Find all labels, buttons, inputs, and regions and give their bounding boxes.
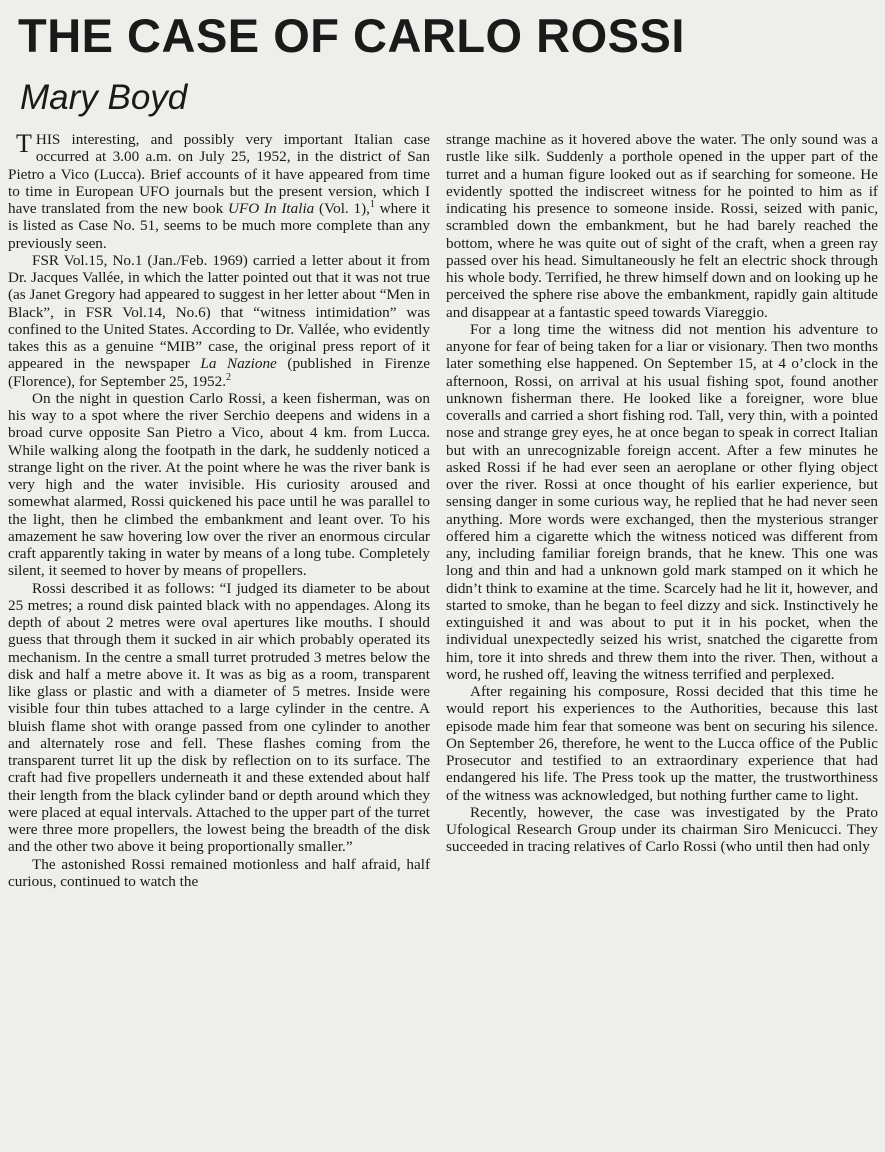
newspaper-title: La Nazione xyxy=(200,355,277,373)
book-title: UFO In Italia xyxy=(228,200,315,217)
footnote-marker: 2 xyxy=(226,371,232,383)
left-column xyxy=(8,131,430,890)
footnote-marker: 1 xyxy=(369,198,375,210)
paragraph: FSR Vol.15, No.1 (Jan./Feb. 1969) carried a letter about it from Dr. Jacques Vallée, in which the latter pointed out that it was not true (as Janet Gregory had appeared to suggest in her letter about “Men in Black”, in FSR Vol.14, No.6) that “witness intimidation” was confined to the United States. According to Dr. Vallée, who evidently takes this as a genuine “MIB” case, the original press report of it appeared in the newspaper La Nazione (published in Firenze (Florence), for September 25, 1952.$^2$ xyxy=(8,251,430,390)
paragraph: Recently, however, the case was investigated by the Prato Ufological Research Group under its chairman Siro Menicucci. They succeeded in tracing relatives of Carlo Rossi (who until then had only xyxy=(446,803,878,856)
article-title: THE CASE OF CARLO ROSSI xyxy=(18,9,685,62)
drop-cap: T xyxy=(16,129,32,158)
paragraph: strange machine as it hovered above the water. The only sound was a rustle like silk. Suddenly a porthole opened in the upper part of the turret and a human figure looked out as if searching for someone. He evidently spotted the indiscreet witness for he pointed to him as if indicating his presence to someone inside. Rossi, seized with panic, scrambled down the embankment, but he had barely reached the bottom, where he was quite out of sight of the craft, when a green ray passed over his head. Simultaneously he felt an electric shock through his whole body. Terrified, he threw himself down and on looking up he perceived the sphere rise above the embankment, rapidly gain altitude and disappear at a fantastic speed towards Viareggio. xyxy=(446,131,878,321)
author-byline: Mary Boyd xyxy=(20,78,188,117)
paragraph: Rossi described it as follows: “I judged its diameter to be about 25 metres; a round disk painted black with no appendages. Along its depth of about 2 metres were oval apertures like mouths. I should guess that through them it sucked in air which probably operated its mechanism. In the centre a small turret protruded 3 metres below the disk and half a metre above it. It was as big as a room, transparent like glass or plastic and with a diameter of 5 metres. Inside were visible four thin tubes attached to a large cylinder in the centre. A bluish flame shot with orange passed from one cylinder to another and alternately rose and fell. These flashes coming from the transparent turret lit up the disk by reflection on to its surface. The craft had five propellers underneath it and these extended about half their length from the black cylinder band or depth around which they were placed at equal intervals. Attached to the upper part of the turret were three more propellers, the lowest being the breadth of the disk and the other two above it being proportionally smaller.” xyxy=(8,579,430,856)
paragraph: After regaining his composure, Rossi decided that this time he would report his experiences to the Authorities, because this last episode made him fear that someone was bent on securing his silence. On September 26, therefore, he went to the Lucca office of the Public Prosecutor and testified to an extraordinary experience that had endangered his life. The Press took up the matter, the trustworthiness of the witness was acknowledged, but nothing further came to light. xyxy=(446,683,878,804)
paragraph: For a long time the witness did not mention his adventure to anyone for fear of being taken for a liar or visionary. Then two months later something else happened. On September 15, at 4 o’clock in the afternoon, Rossi, on arrival at his usual fishing spot, found another unknown fisherman there. He looked like a foreigner, wore blue coveralls and carried a short fishing rod. Tall, very thin, with a pointed nose and strange grey eyes, he at once began to speak in correct Italian but with an unrecognizable foreign accent. After a few minutes he asked Rossi if he had ever seen an aeroplane or other flying object over the river. Rossi at once thought of his earlier experience, but sensing danger in some curious way, he replied that he had never seen anything. More words were exchanged, then the mysterious stranger offered him a cigarette which the witness noticed was different from any, including familiar foreign brands, that he knew. This one was long and thin and had a unknown gold mark stamped on it which he didn’t think to examine at the time. Scarcely had he lit it, however, and started to smoke, than he began to feel dizzy and sick. Instinctively he extinguished it and was about to put it in his pocket, when the individual unexpectedly seized his wrist, snatched the cigarette from him, tore it into shreds and threw them into the river. Then, without a word, he rushed off, leaving the witness terrified and perplexed. xyxy=(446,320,878,683)
right-column xyxy=(446,131,878,856)
paragraph: The astonished Rossi remained motionless and half afraid, half curious, continued to watch the xyxy=(8,855,430,890)
paragraph: On the night in question Carlo Rossi, a keen fisherman, was on his way to a spot where the river Serchio deepens and widens in a broad curve opposite San Pietro a Vico, about 4 km. from Lucca. While walking along the footpath in the dark, he suddenly noticed a strange light on the river. At the point where he was the river bank is very high and the water invisible. His curiosity aroused and somewhat alarmed, Rossi quickened his pace until he was parallel to the light, then he climbed the embankment and leant over. To his amazement he saw hovering low over the river an enormous circular craft apparently taking in water by means of a long tube. Completely silent, it seemed to hover by means of propellers. xyxy=(8,389,430,580)
paragraph: THIS interesting, and possibly very important Italian case occurred at 3.00 a.m. on July 25, 1952, in the district of San Pietro a Vico (Lucca). Brief accounts of it have appeared from time to time in European UFO journals but the present version, which I have translated from the new book UFO In Italia (Vol. 1),$^1$ where it is listed as Case No. 51, seems to be much more complete than any previously seen. xyxy=(8,129,430,252)
